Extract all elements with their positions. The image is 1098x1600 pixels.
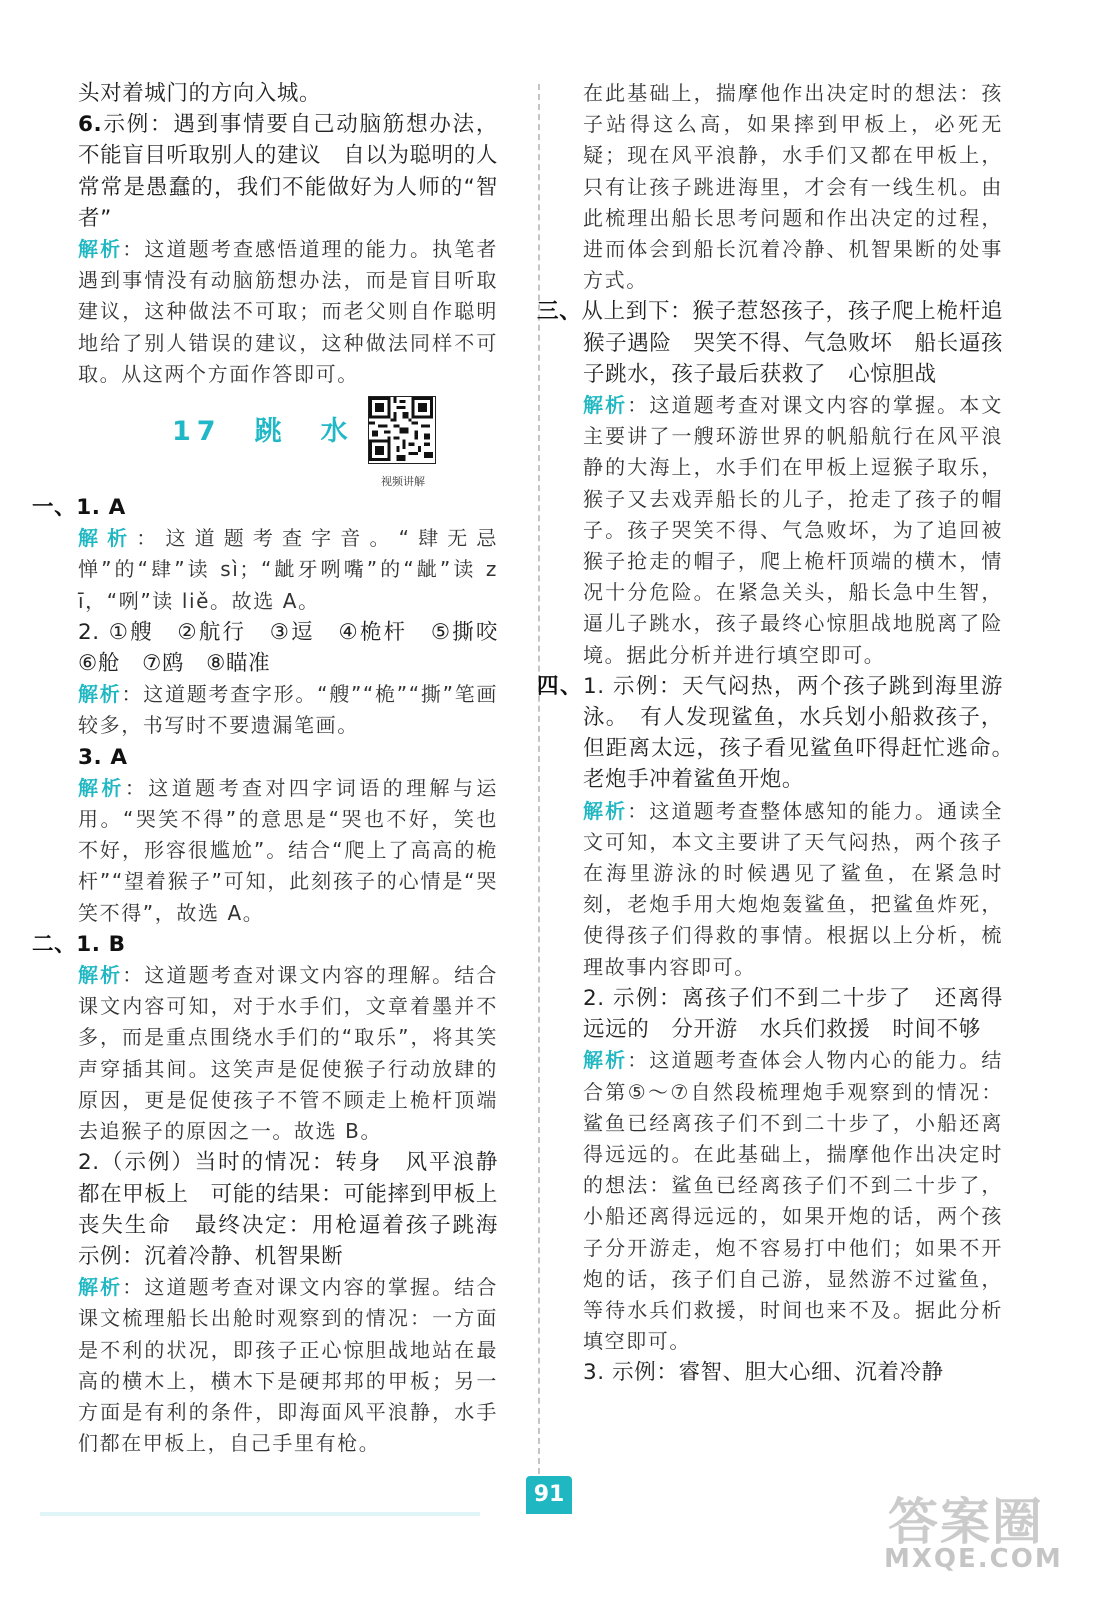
analysis-4-2 — [583, 1045, 1003, 1357]
column-divider — [538, 84, 540, 1474]
analysis-1-1 — [78, 523, 498, 617]
section-2-q1 — [32, 929, 498, 960]
left-column — [32, 78, 521, 1459]
section-4-q1 — [537, 671, 1026, 796]
analysis-label: 解析 — [78, 963, 123, 988]
qr-label: 视频讲解 — [381, 475, 425, 489]
qr-code-icon[interactable] — [368, 396, 436, 464]
section-2-q2: 2.（示例）当时的情况：转身 风平浪静 都在甲板上 可能的结果：可能摔到甲板上丧失生命 最终决定：用枪逼着孩子跳海 示例：沉着冷静、机智果断 — [78, 1150, 521, 1269]
answer-text: 1. A — [76, 495, 126, 521]
right-column — [537, 78, 1026, 1389]
question-number: 6. — [78, 112, 103, 138]
analysis-text: ：这道题考查字音。“肆无忌惮”的“肆”读 sì；“龇牙咧嘴”的“龇”读 zī，“咧”读 liě。故选 A。 — [78, 526, 498, 613]
footer-bar — [40, 1512, 480, 1516]
watermark-url: MXQE.COM — [884, 1544, 1063, 1574]
answer-text: 1. 示例：天气闷热，两个孩子跳到海里游泳。 有人发现鲨鱼，水兵划小船救孩子，但距离太远，孩子看见鲨鱼吓得赶忙逃命。 老炮手冲着鲨鱼开炮。 — [582, 673, 1026, 793]
paragraph: 头对着城门的方向入城。 — [78, 81, 322, 106]
analysis-text: ：这道题考查对课文内容的掌握。结合课文梳理船长出舱时观察到的情况：一方面是不利的状况，即孩子正心惊胆战地站在最高的横木上，横木下是硬邦邦的甲板；另一方面是有利的条件，即海面风平浪静，水手们都在甲板上，自己手里有枪。 — [78, 1275, 499, 1456]
analysis-label: 解析 — [583, 798, 628, 823]
page-number: 91 — [526, 1476, 572, 1514]
analysis-1-3 — [78, 773, 498, 929]
section-number: 四、 — [537, 673, 583, 699]
lesson-title: 17 跳 水 — [172, 416, 354, 448]
analysis-text: ：这道题考查对课文内容的掌握。本文主要讲了一艘环游世界的帆船航行在风平浪静的大海上，水手们在甲板上逗猴子取乐，猴子又去戏弄船长的儿子，抢走了孩子的帽子。孩子哭笑不得、气急败坏，为了追回被猴子抢走的帽子，爬上桅杆顶端的横木，情况十分危险。在紧急关头，船长急中生智，逼儿子跳水，孩子最终心惊胆战地脱离了险境。据此分析并进行填空即可。 — [583, 393, 1004, 667]
analysis-label: 解析 — [78, 775, 125, 800]
section-4-q2: 2. 示例：离孩子们不到二十步了 还离得远远的 分开游 水兵们救援 时间不够 — [583, 985, 1003, 1043]
analysis-2-2 — [78, 1272, 498, 1459]
section-number: 二、 — [32, 931, 77, 957]
section-4-q3: 3. 示例：睿智、胆大心细、沉着冷静 — [583, 1360, 944, 1386]
section-number: 三、 — [537, 299, 582, 325]
analysis-2-1 — [78, 960, 498, 1147]
section-3 — [537, 296, 1003, 390]
analysis-label: 解析 — [78, 682, 122, 707]
analysis-label: 解析 — [583, 1048, 628, 1073]
paragraph: 在此基础上，揣摩他作出决定时的想法：孩子站得这么高，如果摔到甲板上，必死无疑；现在风平浪静，水手们又都在甲板上，只有让孩子跳进海里，才会有一线生机。由此梳理出船长思考问题和作出决定的过程，进而体会到船长沉着冷静、机智果断的处事方式。 — [583, 81, 1003, 293]
section-1-q3: 3. A — [78, 744, 128, 770]
analysis-label: 解析 — [78, 237, 123, 262]
answer-text: 从上到下：猴子惹怒孩子，孩子爬上桅杆追猴子遇险 哭笑不得、气急败坏 船长逼孩子跳水，孩子最后获救了 心惊胆战 — [581, 299, 1003, 387]
analysis-text: ：这道题考查字形。“艘”“桅”“撕”笔画较多，书写时不要遗漏笔画。 — [78, 682, 499, 738]
analysis-text: ：这道题考查体会人物内心的能力。结合第⑤～⑦自然段梳理炮手观察到的情况：鲨鱼已经离孩子们不到二十步了，小船还离得远远的。在此基础上，揣摩他作出决定时的想法：鲨鱼已经离孩子们不到二十步了，小船还离得远远的，如果开炮的话，两个孩子分开游走，炮不容易打中他们；如果不开炮的话，孩子们自己游，显然游不过鲨鱼，等待水兵们救援，时间也来不及。据此分析填空即可。 — [583, 1048, 1004, 1354]
analysis-3 — [583, 390, 1003, 671]
analysis-label: 解析 — [78, 526, 137, 551]
section-1-q2: 2. ①艘 ②航行 ③逗 ④桅杆 ⑤撕咬 ⑥舱 ⑦鸥 ⑧瞄准 — [78, 619, 521, 677]
watermark-logo — [884, 1482, 1074, 1582]
analysis-text: ：这道题考查对四字词语的理解与运用。“哭笑不得”的意思是“哭也不好，笑也不好，形容很尴尬”。结合“爬上了高高的桅杆”“望着猴子”可知，此刻孩子的心情是“哭笑不得”，故选 A。 — [78, 775, 498, 925]
lesson-header — [78, 392, 498, 488]
analysis-label: 解析 — [78, 1275, 123, 1300]
analysis-label: 解析 — [583, 393, 628, 418]
analysis-4-1 — [583, 796, 1003, 983]
analysis-1-2 — [78, 679, 498, 741]
analysis-text: ：这道题考查整体感知的能力。通读全文可知，本文主要讲了天气闷热，两个孩子在海里游泳的时候遇见了鲨鱼，在紧急时刻，老炮手用大炮炮轰鲨鱼，把鲨鱼炸死，使得孩子们得救的事情。根据以上分析，梳理故事内容即可。 — [583, 798, 1004, 979]
question-6 — [78, 109, 498, 234]
answer-text: 示例：遇到事情要自己动脑筋想办法，不能盲目听取别人的建议 自以为聪明的人常常是愚蠢的，我们不能做好为人师的“智者” — [78, 112, 498, 231]
analysis-text: ：这道题考查对课文内容的理解。结合课文内容可知，对于水手们，文章着墨并不多，而是重点围绕水手们的“取乐”，将其笑声穿插其间。这笑声是促使猴子行动放肆的原因，更是促使孩子不管不顾走上桅杆顶端去追猴子的原因之一。故选 B。 — [78, 963, 499, 1144]
watermark-text: 答案圈 — [888, 1493, 1044, 1551]
analysis-6 — [78, 234, 498, 390]
section-number: 一、 — [32, 495, 77, 521]
analysis-text: ：这道题考查感悟道理的能力。执笔者遇到事情没有动脑筋想办法，而是盲目听取建议，这种做法不可取；而老父则自作聪明地给了别人错误的建议，这种做法同样不可取。从这两个方面作答即可。 — [78, 237, 499, 386]
answer-text: 1. B — [76, 931, 126, 957]
